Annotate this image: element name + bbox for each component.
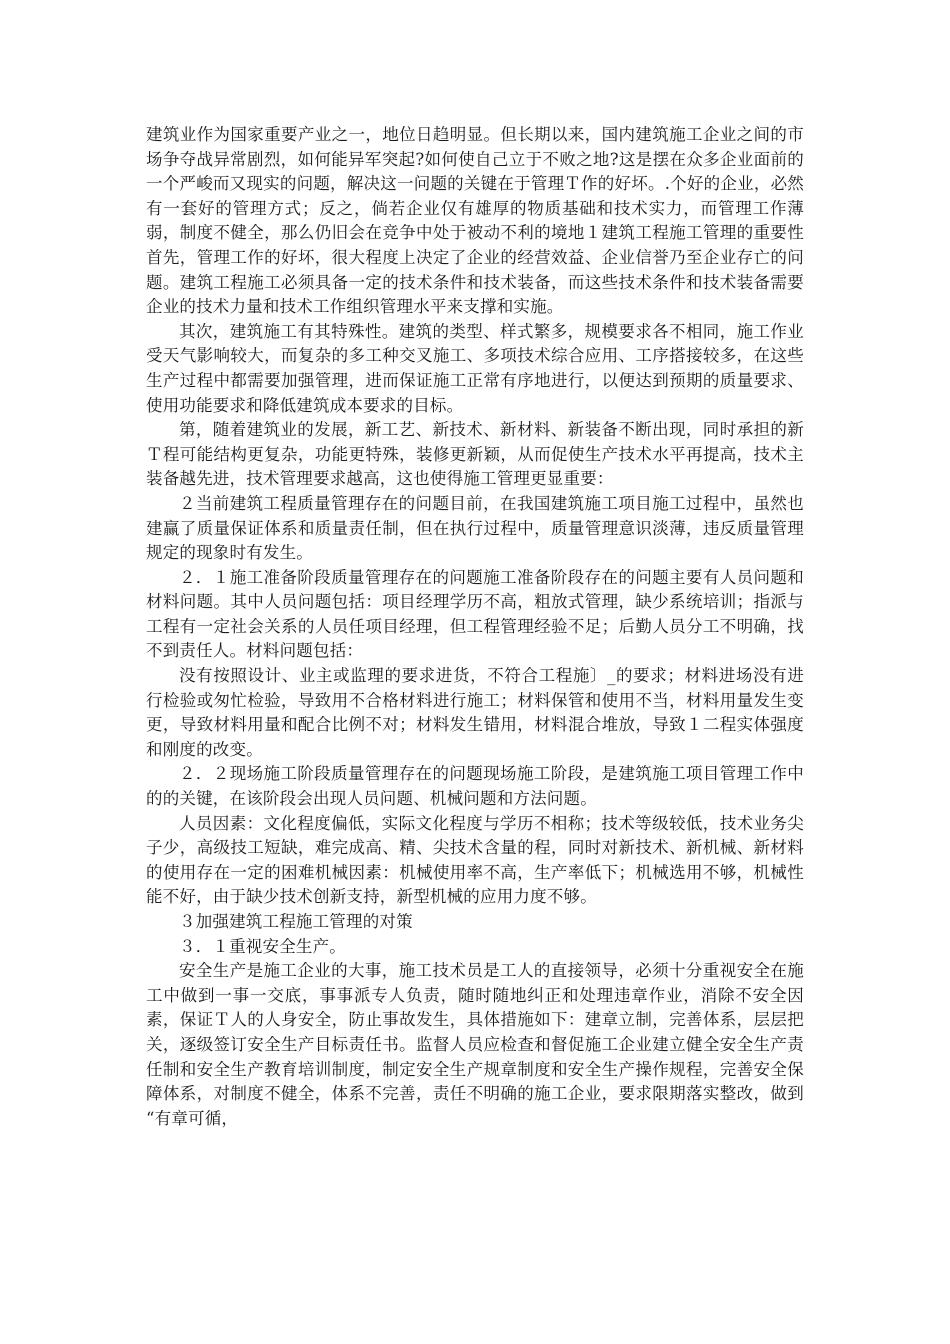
paragraph: 其次，建筑施工有其特殊性。建筑的类型、样式繁多，规模要求各不相同，施工作业受天气影响较大，而复杂的多工种交叉施工、多项技术综合应用、工序搭接较多，在这些生产过程中都需要加强管理，进而保证施工正常有序地进行，以便达到预期的质量要求、使用功能要求和降低建筑成本要求的目标。 bbox=[146, 321, 804, 415]
subsection-heading: ３．１重视安全生产。 bbox=[179, 936, 346, 956]
paragraph: 安全生产是施工企业的大事，施工技术员是工人的直接领导，必须十分重视安全在施工中做到一事一交底，事事派专人负责，随时随地纠正和处理违章作业，消除不安全因素，保证Ｔ人的人身安全，防止事故发生，具体措施如下：建章立制，完善体系，层层把关，逐级签订安全生产目标责任书。监督人员应检查和督促施工企业建立健全安全生产责任制和安全生产教育培训制度，制定安全生产规章制度和安全生产操作规程，完善安全保障体系，对制度不健全，体系不完善，责任不明确的施工企业，要求限期落实整改，做到 “有章可循， bbox=[146, 961, 804, 1128]
paragraph: ２．１施工准备阶段质量管理存在的问题施工准备阶段存在的问题主要有人员问题和材料问题。其中人员问题包括：项目经理学历不高，粗放式管理，缺少系统培训；指派与工程有一定社会关系的人员任项目经理，但工程管理经验不足；后勤人员分工不明确，找不到责任人。材料问题包括： bbox=[146, 567, 804, 661]
paragraph: ２．２现场施工阶段质量管理存在的问题现场施工阶段，是建筑施工项目管理工作中的的关键，在该阶段会出现人员问题、机械问题和方法问题。 bbox=[146, 764, 804, 809]
paragraph: 没有按照设计、业主或监理的要求进货，不符合工程施〕_的要求；材料进场没有进行检验或匆忙检验，导致用不合格材料进行施工；材料保管和使用不当，材料用量发生变更，导致材料用量和配合比例不对；材料发生错用，材料混合堆放，导致１二程实体强度和刚度的改变。 bbox=[146, 666, 804, 759]
paragraph: 第，随着建筑业的发展，新工艺、新技术、新材料、新装备不断出现，同时承担的新Ｔ程可能结构更复杂，功能更特殊，装修更新颖，从而促使生产技术水平再提高，技术主装备越先进，技术管理要求越高，这也使得施工管理更显重要： bbox=[146, 420, 804, 489]
section-heading: ３加强建筑工程施工管理的对策 bbox=[179, 912, 413, 931]
document-body bbox=[146, 123, 804, 1131]
paragraph: 人员因素：文化程度偏低，实际文化程度与学历不相称；技术等级较低，技术业务尖子少，高级技工短缺，难完成高、精、尖技术含量的程，同时对新技术、新机械、新材料的使用存在一定的困难机械因素：机械使用率不高，生产率低下；机械选用不够，机械性能不好，由于缺少技术创新支持，新型机械的应用力度不够。 bbox=[146, 813, 804, 907]
paragraph: 建筑业作为国家重要产业之一，地位日趋明显。但长期以来，国内建筑施工企业之间的市场争夺战异常剧烈，如何能异军突起?如何使自己立于不败之地?这是摆在众多企业面前的一个严峻而又现实的问题，解决这一问题的关键在于管理Ｔ作的好坏。.个好的企业，必然有一套好的管理方式；反之，倘若企业仅有雄厚的物质基础和技术实力，而管理工作薄弱，制度不健全，那么仍旧会在竞争中处于被动不利的境地１建筑工程施工管理的重要性首先，管理工作的好坏，很大程度上决定了企业的经营效益、企业信誉乃至企业存亡的问题。建筑工程施工必须具备一定的技术条件和技术装备，而这些技术条件和技术装备需要企业的技术力量和技术工作组织管理水平来支撑和实施。 bbox=[146, 125, 804, 317]
paragraph: ２当前建筑工程质量管理存在的问题目前，在我国建筑施工项目施工过程中，虽然也建赢了质量保证体系和质量责任制，但在执行过程中，质量管理意识淡薄，违反质量管理规定的现象时有发生。 bbox=[146, 493, 804, 563]
